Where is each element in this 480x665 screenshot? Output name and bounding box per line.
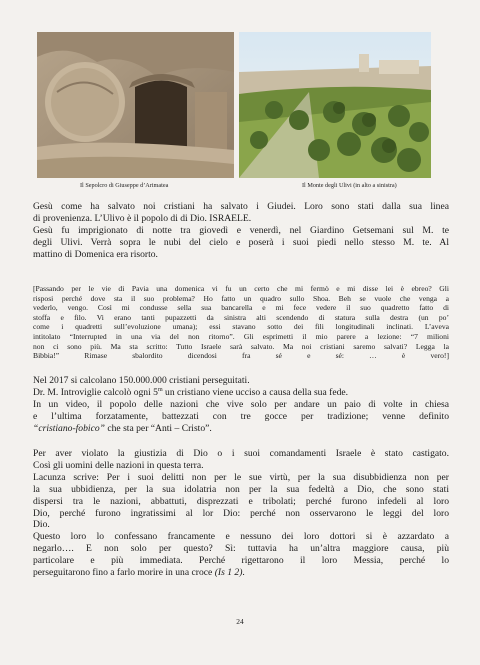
paragraph-persecution xyxy=(33,375,449,435)
text-line: degli Ulivi. Verrà sopra le nubi del cielo e poserà i suoi piedi nello stesso M. te. Al xyxy=(33,236,449,248)
text-line: Gesù fu imprigionato di notte tra giovedì e venerdì, nel Giardino Getsemani sul M. te xyxy=(33,224,449,236)
text-line: mattino di Domenica era risorto. xyxy=(33,248,158,260)
text-line: vederlo, vengo. Così mi condusse sella sua bancarella e mi fece vedere il suo quadretto fatto di xyxy=(33,303,449,313)
text-line: In un video, il popolo delle nazioni che vive solo per andare un paio di volte in chiesa xyxy=(33,398,449,410)
paragraph-intro xyxy=(33,201,449,261)
photo-tomb-of-joseph-of-arimathea xyxy=(37,32,234,178)
text-line: negarlo…. E non solo per questo? Sì: tuttavia ha un’altra maggiore causa, più xyxy=(33,543,449,555)
text-line: la sua ubbidienza, per la sua idolatria non per la sua fedeltà a Dio, che sono stati xyxy=(33,483,449,495)
text-line: Lacunza scrive: Per i suoi delitti non per le sue virtù, per la sua disubbidienza non per xyxy=(33,471,449,483)
text-line: intitolato “Interrupted in una via del non ritorno”. Gli esprimetti il mio parere a lezione: “7 milioni xyxy=(33,331,449,341)
text-line: Gesù come ha salvato noi cristiani ha salvato i Giudei. Loro sono stati dalla sua linea xyxy=(33,201,449,212)
text-line: risposi perché dove sta il suo problema? Ho fatto un quadro sullo Shoa. Beh se vuole che venga a xyxy=(33,293,449,303)
text-line: Dr. M. Introviglie calcolò ogni 5$^m$ un cristiano viene ucciso a causa della sua fede. xyxy=(33,386,349,398)
text-line: Dio, perché furono ingratissimi al lor Dio: perché non osservarono le leggi del loro xyxy=(33,507,449,519)
caption-olives: Il Monte degli Ulivi (in alto a sinistra) xyxy=(302,182,397,189)
text-line: Nel 2017 si calcolano 150.000.000 cristiani perseguitati. xyxy=(33,375,250,386)
text-line: [Passando per le vie di Pavia una domenica vi fu un certo che mi fermò e mi disse lei è ebreo? Gli xyxy=(33,284,449,293)
text-line: stoffa e filo. Vi erano tanti pupazzetti da sinistra alti scendendo di statura sulla destra (un po’ xyxy=(33,312,449,322)
text-line: Per aver violato la giustizia di Dio o i suoi comandamenti Israele è stato castigato. xyxy=(33,448,449,459)
text-line: non ci sono più. Ma sta scritto: Tutto Israele sarà salvato. Ma noi cristiani saremo salvati? Legga la xyxy=(33,341,449,351)
text-line: Dio. xyxy=(33,519,50,531)
text-line: “cristiano-fobico” che sta per “Anti – Cristo”. xyxy=(33,422,212,434)
paragraph-punishment xyxy=(33,448,449,579)
page-number: 24 xyxy=(236,617,244,626)
text-line: Così gli uomini delle nazioni in questa terra. xyxy=(33,459,204,471)
text-line: perseguitarono fino a farlo morire in una croce (Is 1 2). xyxy=(33,567,245,579)
text-line: e l’ultima forzatamente, battezzati con tre gocce per tradizione; venne definito xyxy=(33,410,449,422)
text-line: di provenienza. L’Ulivo è il popolo di di Dio. ISRAELE. xyxy=(33,212,252,224)
text-line: come i quadretti sull’evoluzione umana); essi stavano sotto dei fili longitudinali inclinati. L’aveva xyxy=(33,322,449,332)
text-line: Bibbia!” Rimase sbalordito dicendosi fra sé e sé: … è vero!] xyxy=(33,351,449,361)
paragraph-anecdote xyxy=(33,284,449,361)
photo-mount-of-olives xyxy=(239,32,431,178)
text-line: particolare e più immediata. Perché rigettarono il loro Messia, perché lo xyxy=(33,555,449,567)
caption-tomb: Il Sepolcro di Giuseppe d’Arimatea xyxy=(80,182,169,189)
text-line: dispersi tra le nazioni, abbattuti, disprezzati e tribolati; perché furono infedeli al loro xyxy=(33,495,449,507)
text-line: Questo loro lo confessano francamente e nessuno dei loro dottori si è azzardato a xyxy=(33,531,449,543)
